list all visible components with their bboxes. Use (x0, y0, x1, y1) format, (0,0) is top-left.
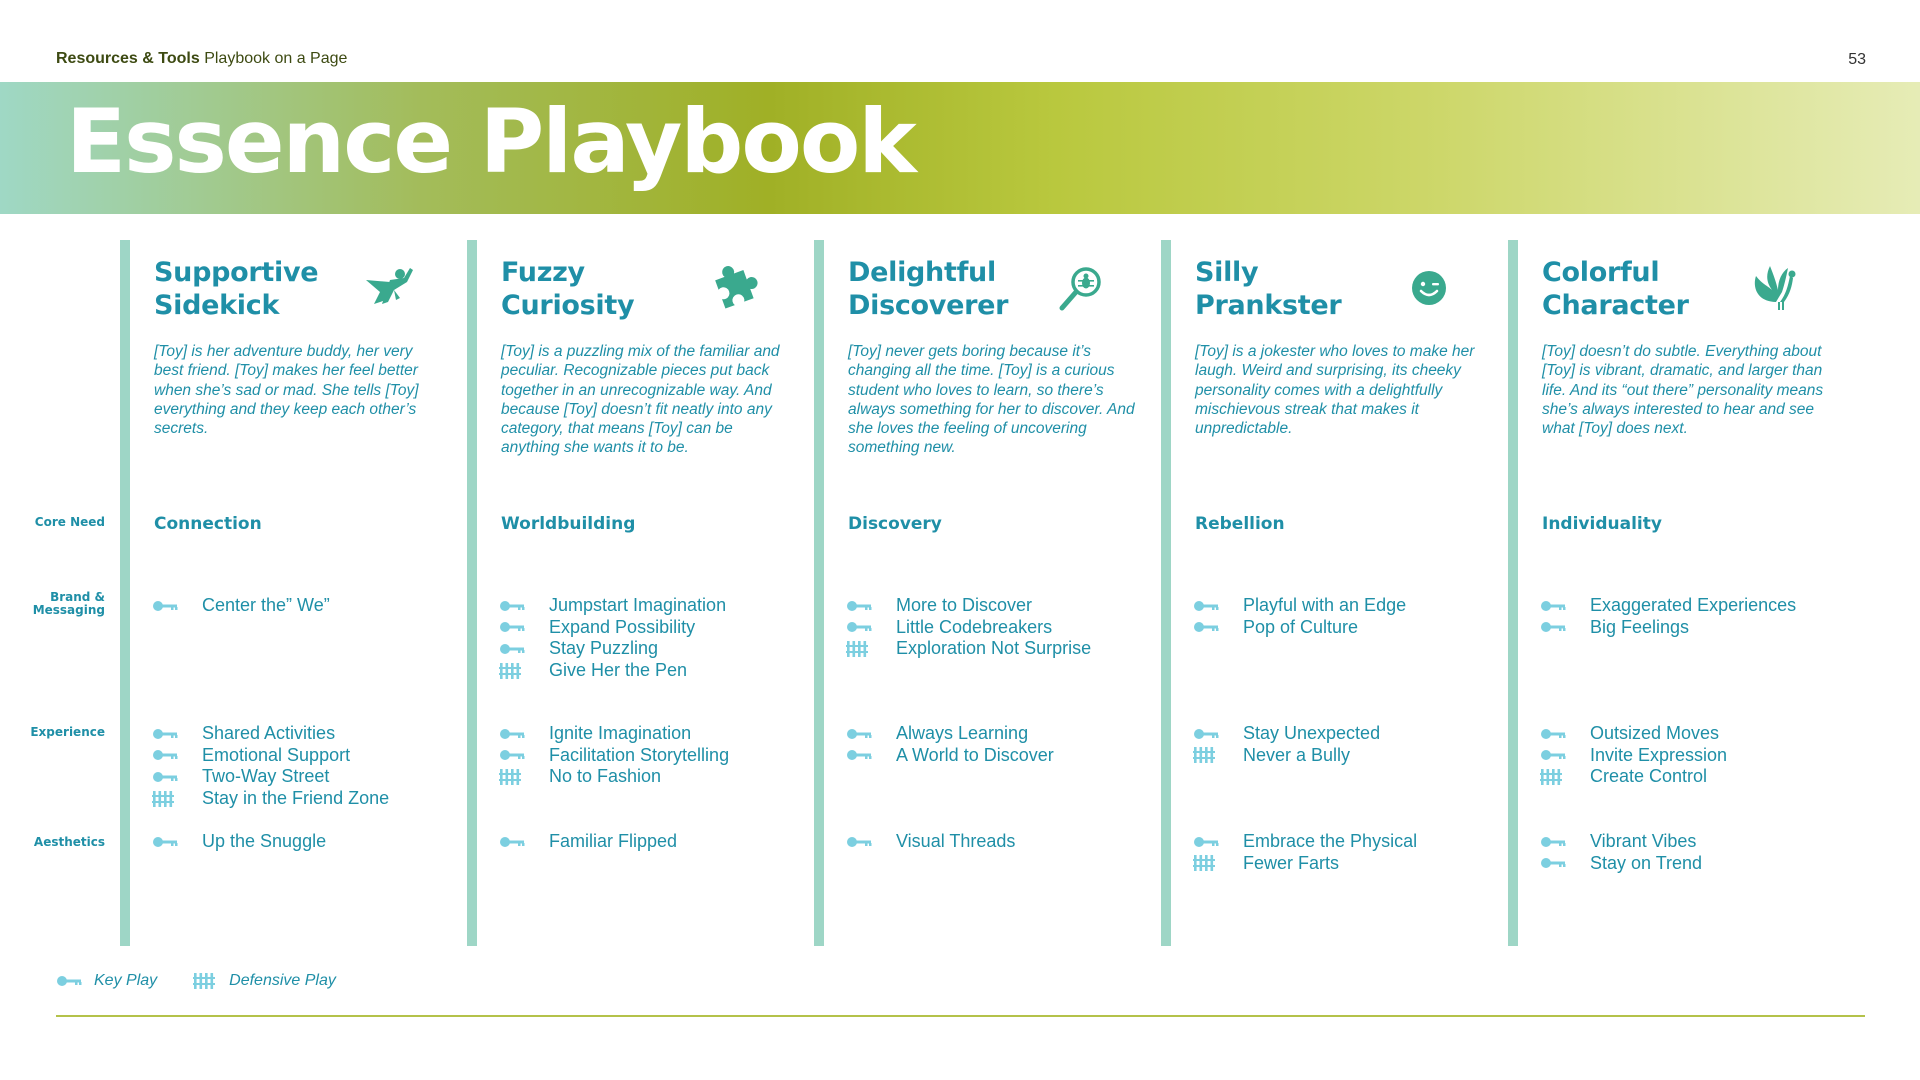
play-item (152, 831, 326, 853)
play-item (499, 766, 729, 788)
play-item (846, 745, 1054, 767)
key-play-marker (152, 836, 202, 848)
key-icon (152, 836, 178, 848)
key-icon (152, 600, 178, 612)
puzzle-piece-icon (707, 260, 763, 316)
key-play-marker (1193, 836, 1243, 848)
key-icon (1540, 749, 1566, 761)
play-label: A World to Discover (896, 744, 1054, 765)
column-title (848, 256, 1068, 322)
aesthetics-plays (1193, 831, 1417, 874)
column-rail (814, 240, 824, 946)
brand-plays (1540, 595, 1796, 638)
key-icon (1193, 836, 1219, 848)
play-label: Familiar Flipped (549, 831, 678, 851)
aesthetics-plays (152, 831, 326, 853)
title-banner (0, 82, 1920, 214)
core-need-value: Connection (154, 514, 262, 534)
essence-column (467, 240, 807, 946)
play-label: Never a Bully (1243, 744, 1351, 765)
play-item (846, 638, 1091, 660)
page-number: 53 (1848, 51, 1866, 68)
fence-icon (152, 791, 176, 807)
play-label: Embrace the Physical (1243, 831, 1418, 851)
defensive-play-marker (1193, 855, 1243, 871)
key-play-marker (1540, 857, 1590, 869)
column-title-line1: Supportive (154, 257, 319, 288)
column-description: [Toy] doesn’t do subtle. Everything about [Toy] is vibrant, dramatic, and larger than life. And its “out there” personality means she’s always interested to hear and see what [Toy] does next. (1542, 343, 1824, 438)
experience-plays (152, 723, 389, 809)
play-label: Invite Expression (1590, 744, 1728, 765)
key-play-marker (846, 728, 896, 740)
legend-key-label: Key Play (94, 972, 158, 989)
play-label: Center the” We” (202, 595, 330, 615)
key-icon (152, 749, 178, 761)
key-icon (846, 728, 872, 740)
key-icon (1193, 600, 1219, 612)
play-label: Vibrant Vibes (1590, 831, 1697, 851)
play-item (152, 766, 389, 788)
magnifying-glass-bug-icon (1054, 260, 1110, 316)
key-icon (499, 621, 525, 633)
key-play-marker (1540, 621, 1590, 633)
essence-column (1508, 240, 1848, 946)
column-description: [Toy] is a puzzling mix of the familiar and peculiar. Recognizable pieces put back together in an unrecognizable way. And because [Toy] doesn’t fit neatly into any category, that means [Toy] can be anything she wants it to be. (501, 343, 780, 457)
column-title (154, 256, 374, 322)
key-play-marker (152, 749, 202, 761)
fence-icon (846, 641, 870, 657)
column-rail (120, 240, 130, 946)
key-icon (1193, 728, 1219, 740)
defensive-play-marker (846, 641, 896, 657)
key-icon (1540, 857, 1566, 869)
aesthetics-plays (846, 831, 1015, 853)
key-icon (499, 643, 525, 655)
key-play-marker (152, 771, 202, 783)
header-breadcrumb (56, 50, 347, 68)
play-item (846, 723, 1054, 745)
essence-column (814, 240, 1154, 946)
key-play-marker (1540, 600, 1590, 612)
play-label: Emotional Support (202, 744, 351, 765)
fence-icon (1193, 747, 1217, 763)
play-item (499, 617, 726, 639)
play-item (846, 831, 1015, 853)
legend-defensive-label: Defensive Play (229, 972, 336, 989)
key-play-marker (846, 749, 896, 761)
play-label: Exploration Not Surprise (896, 638, 1092, 659)
column-description: [Toy] is a jokester who loves to make her laugh. Weird and surprising, its cheeky personality comes with a delightfully mischievous streak that makes it unpredictable. (1195, 343, 1475, 438)
column-title-line1: Colorful (1542, 257, 1660, 288)
fence-icon (1540, 769, 1564, 785)
play-label: Big Feelings (1590, 616, 1690, 637)
play-label: Up the Snuggle (202, 831, 327, 851)
play-label: Outsized Moves (1590, 723, 1720, 743)
column-title (1195, 256, 1415, 322)
column-title-line1: Silly (1195, 257, 1259, 288)
aesthetics-plays (1540, 831, 1702, 874)
row-label-brand-line1: Brand & (50, 590, 105, 604)
legend (56, 972, 372, 990)
key-icon (846, 621, 872, 633)
superhero-icon (360, 260, 416, 316)
play-item (499, 723, 729, 745)
key-icon (1540, 621, 1566, 633)
play-label: Two-Way Street (202, 766, 330, 787)
key-play-marker (1193, 621, 1243, 633)
play-label: Shared Activities (202, 723, 336, 743)
play-item (1540, 723, 1727, 745)
peacock-icon (1748, 260, 1804, 316)
brand-plays (152, 595, 330, 617)
key-icon (846, 836, 872, 848)
key-icon (1193, 621, 1219, 633)
play-item (499, 831, 677, 853)
column-title-line2: Prankster (1195, 290, 1342, 321)
column-rail (467, 240, 477, 946)
column-title-line1: Delightful (848, 257, 996, 288)
core-need-value: Worldbuilding (501, 514, 636, 534)
row-label-brand-line2: Messaging (32, 602, 105, 617)
key-icon (846, 600, 872, 612)
play-item (1193, 595, 1406, 617)
play-label: Stay in the Friend Zone (202, 787, 390, 808)
play-item (499, 745, 729, 767)
row-label-aesthetics: Aesthetics (33, 835, 105, 849)
experience-plays (1540, 723, 1727, 788)
key-play-marker (152, 600, 202, 612)
play-label: No to Fashion (549, 766, 662, 787)
aesthetics-plays (499, 831, 677, 853)
defensive-play-marker (1193, 747, 1243, 763)
play-item (1193, 617, 1406, 639)
experience-plays (1193, 723, 1380, 766)
footer-rule (56, 1015, 1865, 1017)
play-item (499, 660, 726, 682)
key-icon (499, 749, 525, 761)
defensive-play-marker (499, 769, 549, 785)
play-item (1540, 595, 1796, 617)
key-play-marker (499, 621, 549, 633)
key-play-marker (152, 728, 202, 740)
key-play-marker (499, 600, 549, 612)
brand-plays (846, 595, 1091, 660)
fence-icon (1193, 855, 1217, 871)
page-title: Essence Playbook (66, 90, 915, 193)
column-title (501, 256, 721, 322)
brand-plays (499, 595, 726, 681)
key-play-marker (499, 749, 549, 761)
row-label-brand-messaging (5, 591, 105, 616)
column-rail (1161, 240, 1171, 946)
key-play-marker (846, 600, 896, 612)
play-label: Give Her the Pen (549, 659, 688, 680)
key-play-marker (846, 836, 896, 848)
fence-icon (499, 663, 523, 679)
play-item (152, 788, 389, 810)
key-icon (499, 836, 525, 848)
column-title-line2: Discoverer (848, 290, 1009, 321)
play-label: Always Learning (896, 723, 1029, 743)
essence-column (120, 240, 460, 946)
play-item (499, 595, 726, 617)
play-label: Little Codebreakers (896, 616, 1053, 637)
play-item (152, 745, 389, 767)
column-title-line1: Fuzzy (501, 257, 585, 288)
key-icon (152, 728, 178, 740)
play-item (846, 595, 1091, 617)
key-play-marker (499, 728, 549, 740)
row-label-experience: Experience (30, 725, 105, 739)
play-label: Fewer Farts (1243, 852, 1340, 873)
play-label: Stay on Trend (1590, 852, 1703, 873)
play-item (499, 638, 726, 660)
key-icon (499, 600, 525, 612)
column-title-line2: Curiosity (501, 290, 635, 321)
play-label: Create Control (1590, 766, 1708, 787)
key-play-marker (1540, 749, 1590, 761)
key-play-marker (846, 621, 896, 633)
play-item (1540, 831, 1702, 853)
play-label: Playful with an Edge (1243, 595, 1407, 615)
play-item (152, 595, 330, 617)
experience-plays (846, 723, 1054, 766)
experience-plays (499, 723, 729, 788)
play-item (1540, 766, 1727, 788)
column-title-line2: Sidekick (154, 290, 280, 321)
play-label: Pop of Culture (1243, 616, 1359, 637)
play-item (1193, 745, 1380, 767)
play-item (846, 617, 1091, 639)
essence-column (1161, 240, 1501, 946)
play-label: Visual Threads (896, 831, 1016, 851)
key-play-marker (499, 836, 549, 848)
defensive-play-marker (1540, 769, 1590, 785)
header-subtitle: Playbook on a Page (204, 50, 348, 67)
core-need-value: Individuality (1542, 514, 1662, 534)
fence-icon (499, 769, 523, 785)
winking-face-icon (1401, 260, 1457, 316)
defensive-play-marker (152, 791, 202, 807)
play-item (152, 723, 389, 745)
core-need-value: Discovery (848, 514, 942, 534)
play-item (1540, 617, 1796, 639)
key-play-marker (1540, 728, 1590, 740)
key-icon (1540, 728, 1566, 740)
play-label: Ignite Imagination (549, 723, 692, 743)
key-icon (846, 749, 872, 761)
play-label: Exaggerated Experiences (1590, 595, 1797, 615)
play-label: Expand Possibility (549, 616, 696, 637)
key-icon (1540, 836, 1566, 848)
key-icon (152, 771, 178, 783)
legend-key-play (56, 972, 157, 990)
fence-icon (193, 973, 217, 989)
play-label: Stay Puzzling (549, 638, 659, 659)
play-item (1193, 831, 1417, 853)
play-item (1540, 853, 1702, 875)
legend-defensive-play (193, 972, 336, 990)
key-icon (56, 975, 82, 987)
header-section: Resources & Tools (56, 50, 200, 67)
play-label: Facilitation Storytelling (549, 744, 730, 765)
key-play-marker (499, 643, 549, 655)
column-description: [Toy] is her adventure buddy, her very best friend. [Toy] makes her feel better when she’s sad or mad. She tells [Toy] everything and they keep each other’s secrets. (154, 343, 419, 438)
play-item (1540, 745, 1727, 767)
key-play-marker (1193, 728, 1243, 740)
play-item (1193, 723, 1380, 745)
column-rail (1508, 240, 1518, 946)
row-label-core-need: Core Need (34, 515, 105, 529)
brand-plays (1193, 595, 1406, 638)
play-label: Stay Unexpected (1243, 723, 1381, 743)
column-title (1542, 256, 1762, 322)
defensive-play-marker (499, 663, 549, 679)
key-icon (499, 728, 525, 740)
play-label: Jumpstart Imagination (549, 595, 727, 615)
column-description: [Toy] never gets boring because it’s changing all the time. [Toy] is a curious student who loves to learn, so there’s always something for her to discover. And she loves the feeling of uncovering something new. (848, 343, 1135, 457)
key-play-marker (1193, 600, 1243, 612)
key-icon (1540, 600, 1566, 612)
column-title-line2: Character (1542, 290, 1689, 321)
key-play-marker (1540, 836, 1590, 848)
play-item (1193, 853, 1417, 875)
core-need-value: Rebellion (1195, 514, 1285, 534)
play-label: More to Discover (896, 595, 1033, 615)
